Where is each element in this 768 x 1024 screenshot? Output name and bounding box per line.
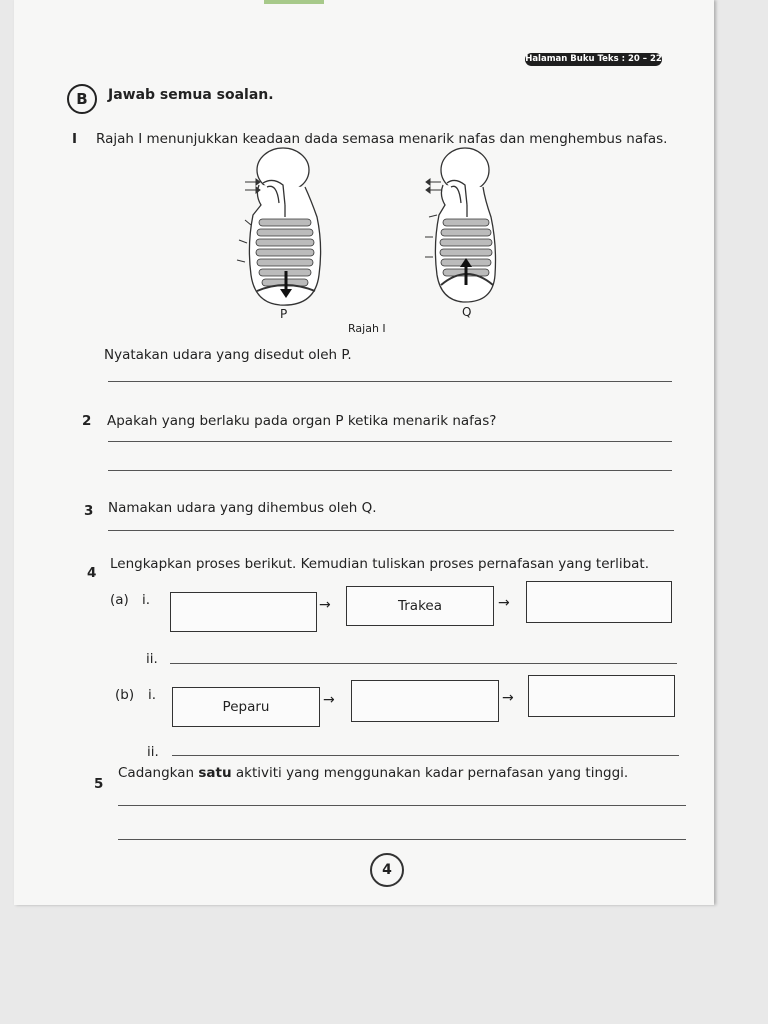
answer-line-q4b[interactable] bbox=[172, 755, 679, 756]
answer-line-q5a[interactable] bbox=[118, 805, 686, 806]
question-4-number: 4 bbox=[87, 565, 97, 581]
question-4-text: Lengkapkan proses berikut. Kemudian tuliskan proses pernafasan yang terlibat. bbox=[110, 556, 650, 572]
part-b-sub-ii: ii. bbox=[147, 744, 159, 760]
textbook-reference-badge: Halaman Buku Teks : 20 – 22 bbox=[525, 54, 662, 64]
arrow-right-icon: → bbox=[502, 690, 514, 706]
breathing-diagram bbox=[225, 145, 515, 315]
arrow-right-icon: → bbox=[319, 597, 331, 613]
figure-label-q: Q bbox=[462, 305, 472, 319]
section-title: Jawab semua soalan. bbox=[108, 87, 274, 103]
process-box-b2[interactable] bbox=[351, 680, 499, 722]
arrow-right-icon: → bbox=[323, 692, 335, 708]
process-box-a2: Trakea bbox=[346, 586, 494, 626]
question-1-number: I bbox=[72, 131, 78, 147]
answer-line-q4a[interactable] bbox=[170, 663, 677, 664]
accent-strip bbox=[264, 0, 324, 4]
part-b-label: (b) bbox=[115, 687, 135, 703]
question-1-text: Nyatakan udara yang disedut oleh P. bbox=[104, 347, 352, 363]
question-2-number: 2 bbox=[82, 413, 92, 429]
answer-line-q5b[interactable] bbox=[118, 839, 686, 840]
answer-line-q3[interactable] bbox=[108, 530, 674, 531]
page-number: 4 bbox=[370, 853, 404, 887]
part-a-label: (a) bbox=[110, 592, 129, 608]
process-box-a3[interactable] bbox=[526, 581, 672, 623]
arrow-right-icon: → bbox=[498, 595, 510, 611]
question-3-text: Namakan udara yang dihembus oleh Q. bbox=[108, 500, 377, 516]
figure-caption: Rajah I bbox=[348, 322, 386, 335]
process-box-a1[interactable] bbox=[170, 592, 317, 632]
part-a-sub-i: i. bbox=[142, 592, 151, 608]
answer-line-q2b[interactable] bbox=[108, 470, 672, 471]
process-box-b3[interactable] bbox=[528, 675, 675, 717]
section-letter: B bbox=[67, 84, 97, 114]
question-3-number: 3 bbox=[84, 503, 94, 519]
figure-label-p: P bbox=[280, 307, 288, 321]
part-a-sub-ii: ii. bbox=[146, 651, 158, 667]
question-1-intro: Rajah I menunjukkan keadaan dada semasa menarik nafas dan menghembus nafas. bbox=[96, 131, 668, 147]
emphasis-satu: satu bbox=[198, 765, 232, 781]
answer-line-q2a[interactable] bbox=[108, 441, 672, 442]
answer-line-q1[interactable] bbox=[108, 381, 672, 382]
process-box-b1: Peparu bbox=[172, 687, 320, 727]
question-5-text: Cadangkan satu aktiviti yang menggunakan kadar pernafasan yang tinggi. bbox=[118, 765, 629, 781]
question-2-text: Apakah yang berlaku pada organ P ketika menarik nafas? bbox=[107, 413, 497, 429]
question-5-number: 5 bbox=[94, 776, 104, 792]
part-b-sub-i: i. bbox=[148, 687, 157, 703]
